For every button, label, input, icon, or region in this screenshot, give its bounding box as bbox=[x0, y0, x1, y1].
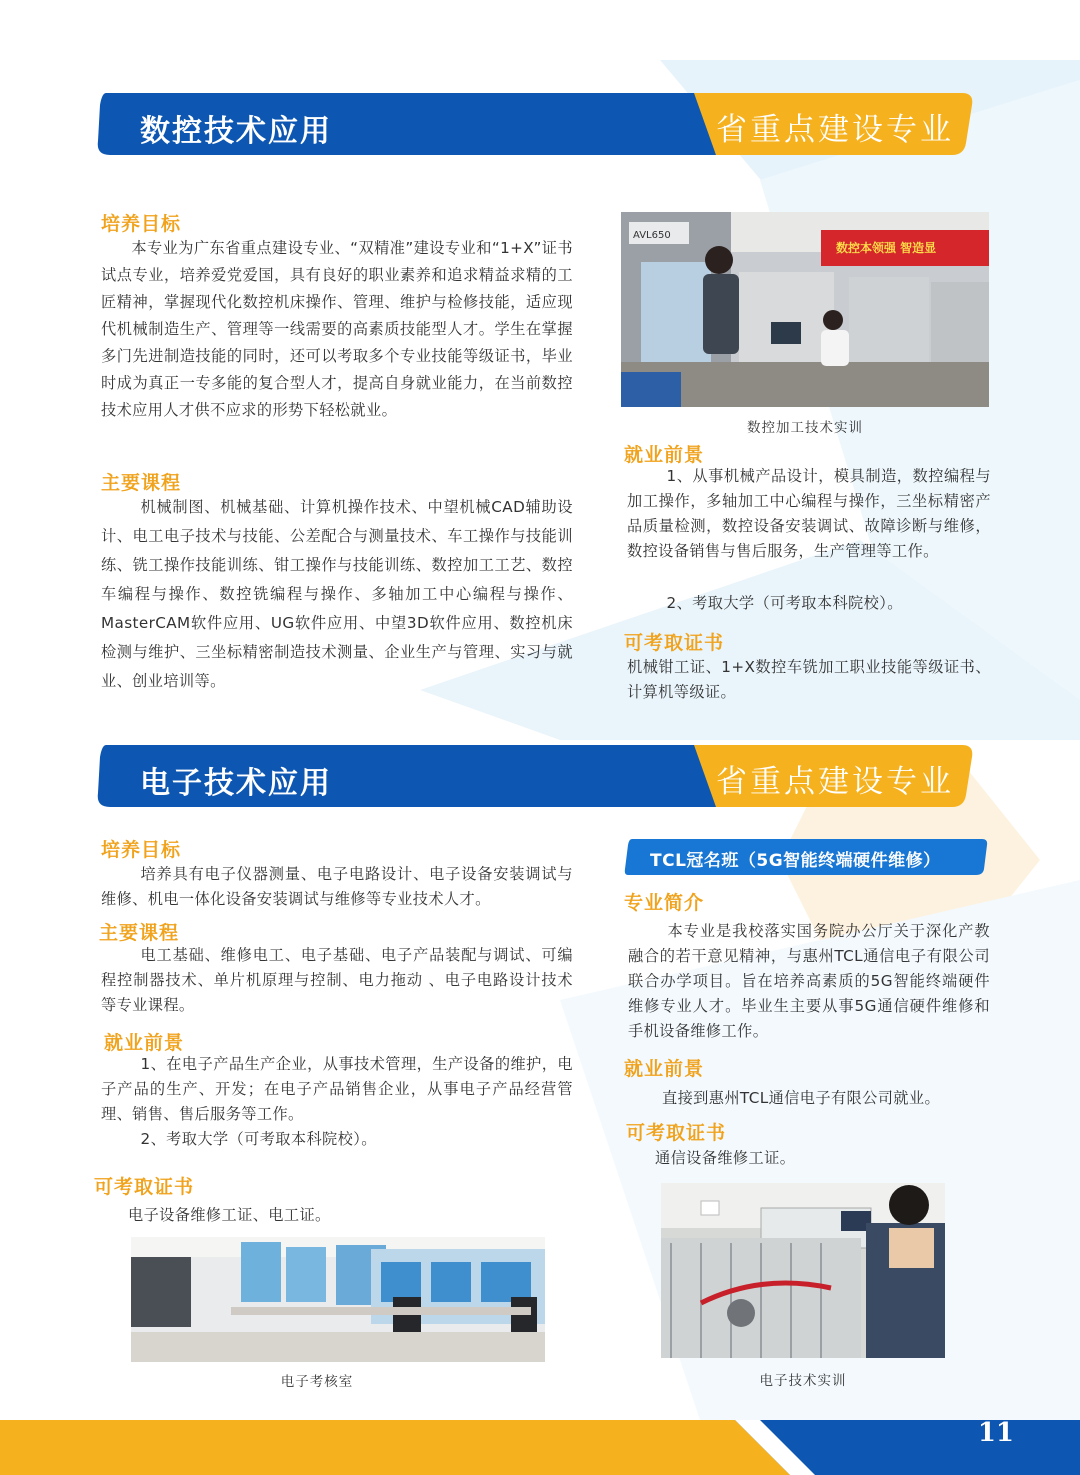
machine-label: AVL650 bbox=[633, 230, 671, 241]
tcl-career-text: 直接到惠州TCL通信电子有限公司就业。 bbox=[662, 1089, 941, 1107]
career-heading: 就业前景 bbox=[624, 444, 705, 466]
career-item-2: 2、考取大学（可考取本科院校）。 bbox=[140, 1130, 377, 1148]
goal-heading: 培养目标 bbox=[101, 839, 182, 861]
goal-heading: 培养目标 bbox=[101, 213, 182, 235]
electronics-lab-illustration bbox=[131, 1237, 545, 1362]
course-heading: 主要课程 bbox=[101, 472, 182, 494]
electronics-training-photo bbox=[661, 1183, 945, 1358]
cert-text: 电子设备维修工证、电工证。 bbox=[128, 1206, 331, 1224]
goal-text: 本专业为广东省重点建设专业、“双精准”建设专业和“1+X”证书试点专业，培养爱党爱国，具有良好的职业素养和追求精益求精的工匠精神，掌握现代化数控机床操作、管理、维护与检修技能，适应现代机械制造生产、管理等一线需要的高素质技能型人才。学生在掌握多门先进制造技能的同时，还可以考取多个专业技能等级证书，毕业时成为真正一专多能的复合型人才，提高自身就业能力，在当前数控技术应用人才供不应求的形势下轻松就业。 bbox=[101, 239, 573, 419]
career-item-1: 1、从事机械产品设计，模具制造，数控编程与加工操作，多轴加工中心编程与操作，三坐标精密产品质量检测，数控设备安装调试、故障诊断与维修，数控设备销售与售后服务，生产管理等工作。 bbox=[627, 467, 991, 560]
factory-sign: 数控本领强 智造显 bbox=[836, 241, 937, 255]
cnc-training-photo bbox=[621, 212, 989, 407]
course-text: 电工基础、维修电工、电子基础、电子产品装配与调试、可编程控制器技术、单片机原理与控制、电力拖动 、电子电路设计技术等专业课程。 bbox=[101, 946, 573, 1014]
tcl-class-label: TCL冠名班（5G智能终端硬件维修） bbox=[650, 851, 941, 871]
career-item-1: 1、在电子产品生产企业，从事技术管理，生产设备的维护，电子产品的生产、开发；在电子产品销售企业，从事电子产品经营管理、销售、售后服务等工作。 bbox=[101, 1055, 573, 1123]
electronics-training-caption: 电子技术实训 bbox=[759, 1373, 847, 1389]
section2-badge: 省重点建设专业 bbox=[716, 764, 954, 800]
intro-heading: 专业简介 bbox=[624, 892, 705, 914]
electronics-lab-caption: 电子考核室 bbox=[280, 1374, 354, 1390]
tcl-cert-heading: 可考取证书 bbox=[626, 1122, 727, 1144]
electronics-training-illustration bbox=[661, 1183, 945, 1358]
cert-text: 机械钳工证、1+X数控车铣加工职业技能等级证书、计算机等级证。 bbox=[627, 658, 991, 701]
section2-title: 电子技术应用 bbox=[140, 766, 332, 801]
course-heading: 主要课程 bbox=[99, 922, 180, 944]
cert-heading: 可考取证书 bbox=[624, 632, 725, 654]
goal-text: 培养具有电子仪器测量、电子电路设计、电子设备安装调试与维修、机电一体化设备安装调试与维修等专业技术人才。 bbox=[101, 865, 573, 908]
cnc-photo-illustration bbox=[621, 212, 989, 407]
career-heading: 就业前景 bbox=[104, 1032, 185, 1054]
course-text: 机械制图、机械基础、计算机操作技术、中望机械CAD辅助设计、电工电子技术与技能、公差配合与测量技术、车工操作与技能训练、铣工操作技能训练、钳工操作与技能训练、数控加工工艺、数控车编程与操作、数控铣编程与操作、多轴加工中心编程与操作、MasterCAM软件应用、UG软件应用、中望3D软件应用、数控机床检测与维护、三坐标精密制造技术测量、企业生产与管理、实习与就业、创业培训等。 bbox=[101, 498, 573, 690]
cnc-photo-caption: 数控加工技术实训 bbox=[747, 420, 863, 436]
electronics-lab-photo bbox=[131, 1237, 545, 1362]
intro-text: 本专业是我校落实国务院办公厅关于深化产教融合的若干意见精神，与惠州TCL通信电子有限公司联合办学项目。旨在培养高素质的5G智能终端硬件维修专业人才。毕业生主要从事5G通信硬件维修和手机设备维修工作。 bbox=[628, 922, 990, 1040]
cert-heading: 可考取证书 bbox=[94, 1176, 195, 1198]
tcl-cert-text: 通信设备维修工证。 bbox=[655, 1149, 796, 1167]
career-item-2: 2、考取大学（可考取本科院校）。 bbox=[666, 594, 903, 612]
section1-badge: 省重点建设专业 bbox=[716, 112, 954, 148]
section1-title: 数控技术应用 bbox=[140, 114, 332, 149]
tcl-career-heading: 就业前景 bbox=[624, 1058, 705, 1080]
page-number: 11 bbox=[977, 1418, 1014, 1448]
